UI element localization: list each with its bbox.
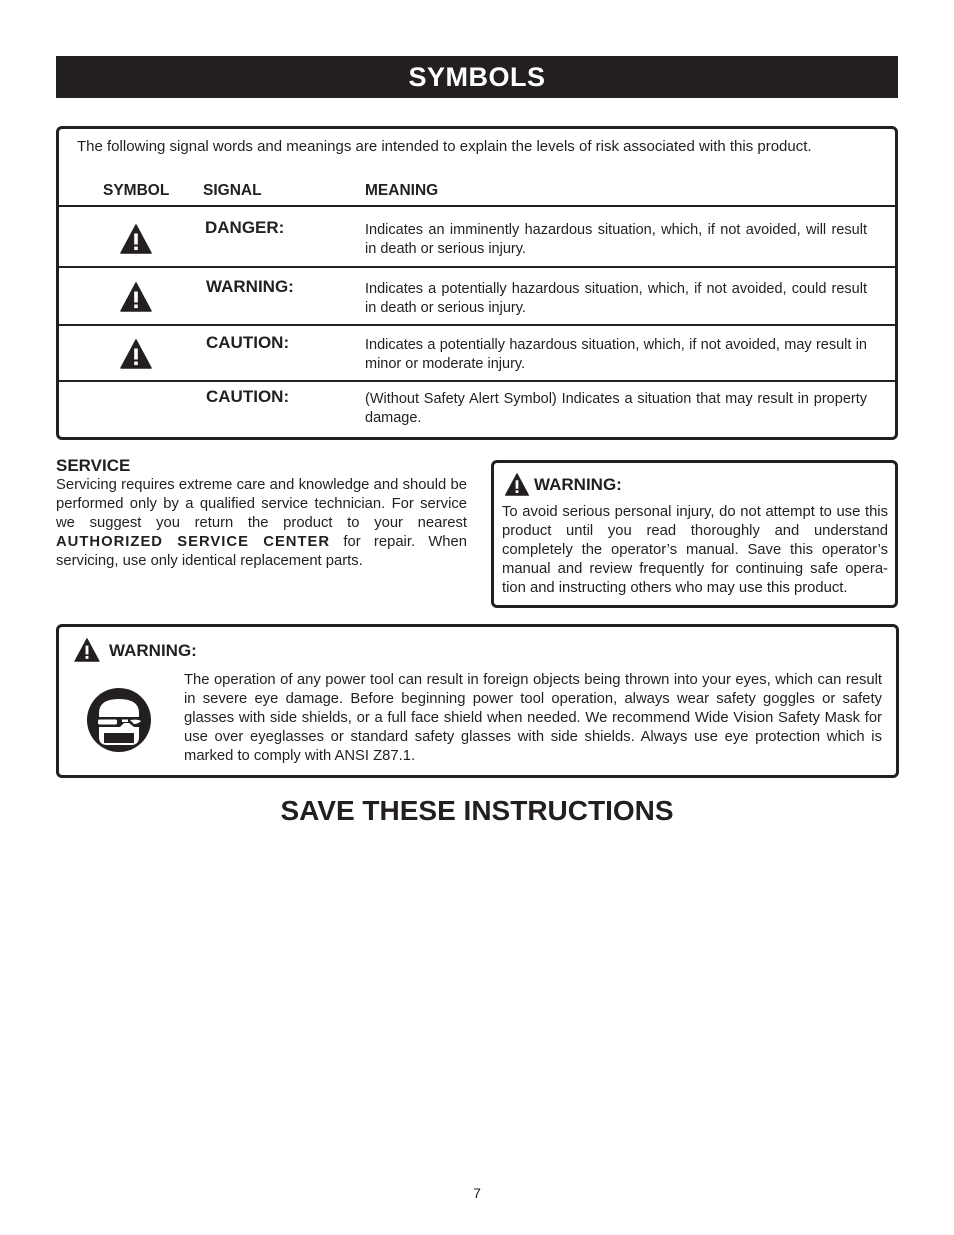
signal-meaning: Indicates an imminently hazardous situation, which, if not avoided, will result in death or serious injury. — [365, 222, 867, 257]
column-header-signal: SIGNAL — [203, 182, 262, 199]
signal-word: WARNING: — [206, 277, 294, 296]
warning-eye-protection-box — [56, 624, 899, 778]
safety-alert-triangle-icon — [73, 638, 101, 662]
service-paragraph: Servicing requires extreme care and knowledge and should be performed only by a qualified service technician. For service we suggest you return the product to your nearest AUTHORIZED SERVICE CENTER for repair. When servicing, use only identical replacement parts. — [56, 477, 467, 569]
signal-meaning: (Without Safety Alert Symbol) Indicates a situation that may result in property damage. — [365, 391, 867, 426]
symbols-intro: The following signal words and meanings are intended to explain the levels of risk associated with this product. — [77, 138, 812, 155]
symbol-row-caution — [59, 324, 895, 380]
signal-word: CAUTION: — [206, 333, 290, 352]
page-title-banner: SYMBOLS — [56, 56, 898, 98]
warning-manual-box — [491, 460, 898, 608]
safety-glasses-mask-icon — [86, 687, 152, 753]
service-heading: SERVICE — [56, 456, 131, 475]
signal-word: CAUTION: — [206, 387, 290, 406]
safety-alert-triangle-icon — [120, 339, 152, 369]
column-header-symbol: SYMBOL — [103, 182, 170, 199]
safety-alert-triangle-icon — [504, 473, 530, 496]
safety-alert-triangle-icon — [120, 224, 152, 254]
symbols-table — [56, 126, 898, 440]
symbol-row-caution-no-symbol — [59, 380, 895, 437]
save-instructions-heading: SAVE THESE INSTRUCTIONS — [280, 795, 674, 826]
symbol-row-danger — [59, 205, 895, 266]
signal-word: DANGER: — [205, 218, 285, 237]
page-number: 7 — [473, 1185, 481, 1201]
warning-label: WARNING: — [534, 475, 622, 494]
warning-label: WARNING: — [109, 641, 197, 660]
symbol-row-warning — [59, 266, 895, 324]
authorized-service-center: AUTHORIZED SERVICE CENTER — [56, 534, 331, 550]
signal-meaning: Indicates a potentially hazardous situation, which, if not avoided, could result in death or serious injury. — [365, 281, 867, 316]
column-header-meaning: MEANING — [365, 182, 439, 199]
signal-meaning: Indicates a potentially hazardous situation, which, if not avoided, may result in minor or moderate injury. — [365, 337, 867, 372]
safety-alert-triangle-icon — [120, 282, 152, 312]
warning-manual-text: To avoid serious personal injury, do not attempt to use this product until you read thoroughly and understand completely the operator’s manual. Save this operator’s manual and review frequently for continuing safe opera-tion and instructing others who may use this product. — [502, 504, 888, 596]
warning-eye-text: The operation of any power tool can result in foreign objects being thrown into your eyes, which can result in severe eye damage. Before beginning power tool operation, always wear safety goggles or safety glasses with side shields, or a full face shield when needed. We recommend Wide Vision Safety Mask for use over eyeglasses or standard safety glasses with side shields. Always use eye protection which is marked to comply with ANSI Z87.1. — [184, 672, 882, 764]
